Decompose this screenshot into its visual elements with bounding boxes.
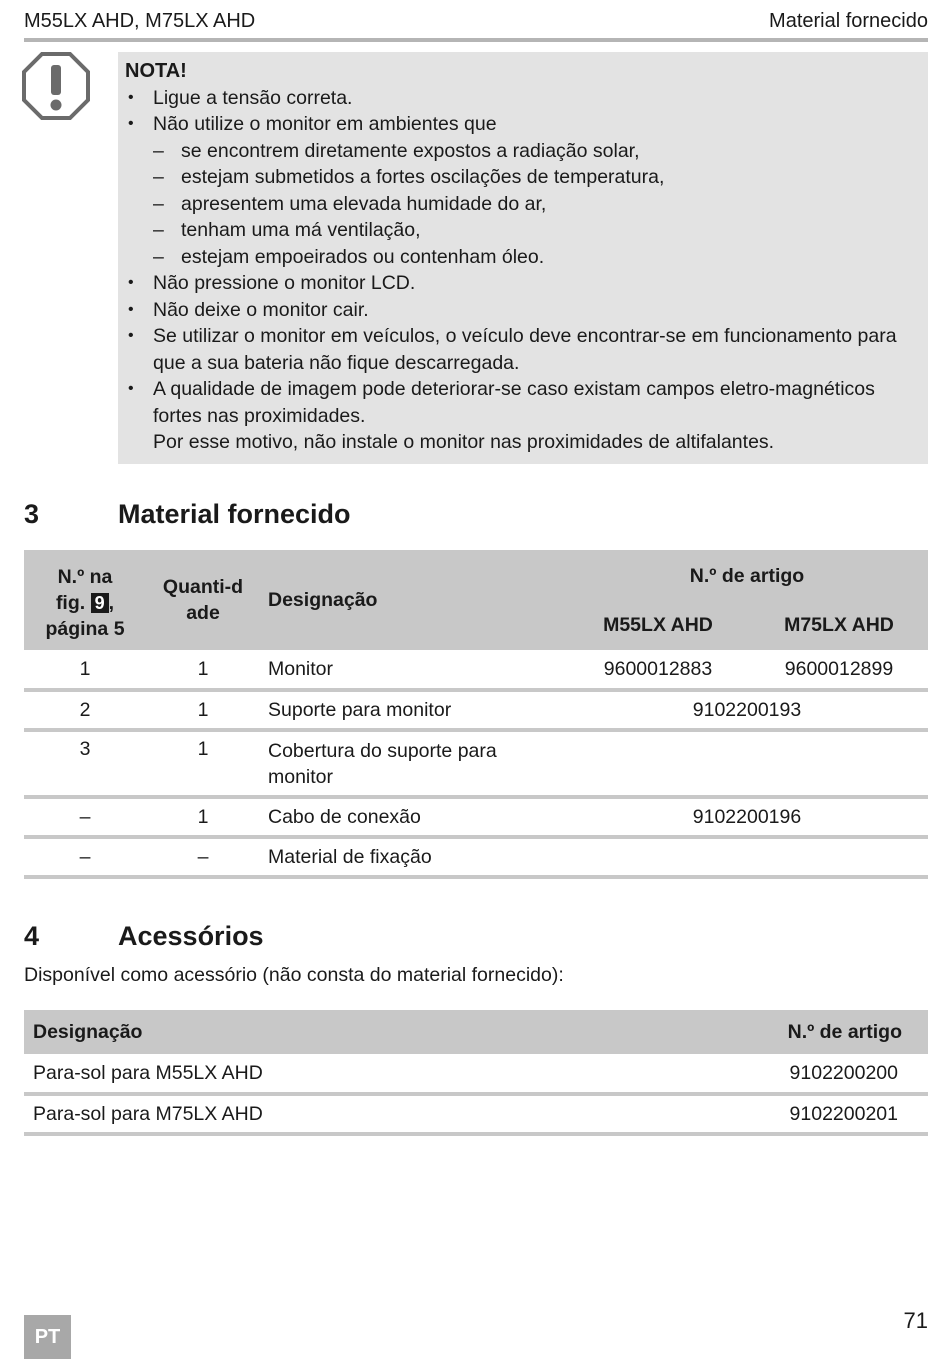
- cell-article-m55: 9600012883: [566, 650, 750, 690]
- cell-qty: 1: [146, 730, 260, 797]
- table-row: [24, 837, 928, 877]
- col-qty-header: [146, 550, 260, 650]
- cell-no: 3: [24, 730, 146, 797]
- note-item: • Não pressione o monitor LCD.: [125, 270, 908, 297]
- header-text: N.º na: [57, 565, 113, 588]
- note-sublist: [125, 138, 908, 271]
- cell-article: 9102200193: [566, 690, 928, 730]
- col-m75-header: M75LX AHD: [750, 600, 928, 650]
- header-text: Quanti-dade: [162, 576, 244, 624]
- col-fig-header: [24, 550, 146, 650]
- cell-qty: –: [146, 837, 260, 877]
- note-subitem: – tenham uma má ventilação,: [125, 217, 908, 244]
- cell-text: Cobertura do suporte para monitor: [268, 739, 497, 788]
- note-subitem: – apresentem uma elevada humidade do ar,: [125, 191, 908, 218]
- cell-no: –: [24, 837, 146, 877]
- table-row: [24, 730, 928, 797]
- accessories-table: [24, 1010, 928, 1136]
- header-text: ,: [108, 591, 115, 614]
- note-item-text: Não utilize o monitor em ambientes que: [153, 113, 497, 135]
- figure-number-badge: 9: [91, 593, 109, 613]
- note-list: [125, 85, 908, 456]
- cell-no: 2: [24, 690, 146, 730]
- page-header: [24, 8, 928, 42]
- table-row: [24, 797, 928, 837]
- cell-article: 9102200200: [593, 1054, 928, 1094]
- language-badge: PT: [24, 1315, 71, 1359]
- col-designation-header: Designação: [260, 550, 566, 650]
- cell-qty: 1: [146, 690, 260, 730]
- col-designation-header: Designação: [24, 1010, 593, 1054]
- note-item: • Ligue a tensão correta.: [125, 85, 908, 112]
- col-m55-header: M55LX AHD: [566, 600, 750, 650]
- section-number: 3: [24, 499, 40, 529]
- cell-no: –: [24, 797, 146, 837]
- page-number: 71: [903, 1308, 928, 1333]
- section-number: 4: [24, 921, 40, 951]
- cell-article-m75: 9600012899: [750, 650, 928, 690]
- table-row: [24, 650, 928, 690]
- table-row: [24, 1054, 928, 1094]
- cell-designation: [260, 730, 566, 797]
- section-4-description: Disponível como acessório (não consta do material fornecido):: [24, 964, 564, 986]
- cell-designation: Monitor: [260, 650, 566, 690]
- note-item-text: A qualidade de imagem pode deteriorar-se caso existam campos eletro-magnéticos fortes nas proximidades.: [153, 378, 875, 427]
- note-item: [125, 376, 908, 456]
- col-article-header: N.º de artigo: [566, 550, 928, 600]
- cell-designation: Material de fixação: [260, 837, 566, 877]
- header-product: M55LX AHD, M75LX AHD: [24, 10, 256, 32]
- cell-article-empty: [566, 730, 928, 797]
- col-article-header: N.º de artigo: [593, 1010, 928, 1054]
- cell-article: 9102200196: [566, 797, 928, 837]
- cell-designation: Para-sol para M75LX AHD: [24, 1094, 593, 1134]
- section-title: Material fornecido: [118, 499, 351, 529]
- note-item-continuation: Por esse motivo, não instale o monitor nas proximidades de altifalantes.: [153, 431, 775, 453]
- cell-qty: 1: [146, 650, 260, 690]
- table-row: [24, 1094, 928, 1134]
- cell-designation: Suporte para monitor: [260, 690, 566, 730]
- note-item: • Se utilizar o monitor em veículos, o veículo deve encontrar-se em funcionamento para que a sua bateria não fique descarregada.: [125, 323, 908, 376]
- exclamation-octagon-icon: [22, 52, 90, 120]
- note-subitem: – se encontrem diretamente expostos a radiação solar,: [125, 138, 908, 165]
- note-subitem: – estejam empoeirados ou contenham óleo.: [125, 244, 908, 271]
- section-title: Acessórios: [118, 921, 264, 951]
- cell-article-empty: [566, 837, 928, 877]
- cell-qty: 1: [146, 797, 260, 837]
- cell-designation: Para-sol para M55LX AHD: [24, 1054, 593, 1094]
- note-item: [125, 111, 908, 270]
- table-row: [24, 690, 928, 730]
- cell-article: 9102200201: [593, 1094, 928, 1134]
- header-section: Material fornecido: [769, 10, 928, 32]
- note-title: NOTA!: [125, 60, 187, 82]
- cell-no: 1: [24, 650, 146, 690]
- header-text: fig.: [55, 591, 86, 614]
- cell-designation: Cabo de conexão: [260, 797, 566, 837]
- header-text: página 5: [45, 617, 125, 640]
- note-item: • Não deixe o monitor cair.: [125, 297, 908, 324]
- note-box: [118, 52, 928, 464]
- delivery-table: [24, 550, 928, 879]
- note-subitem: – estejam submetidos a fortes oscilações de temperatura,: [125, 164, 908, 191]
